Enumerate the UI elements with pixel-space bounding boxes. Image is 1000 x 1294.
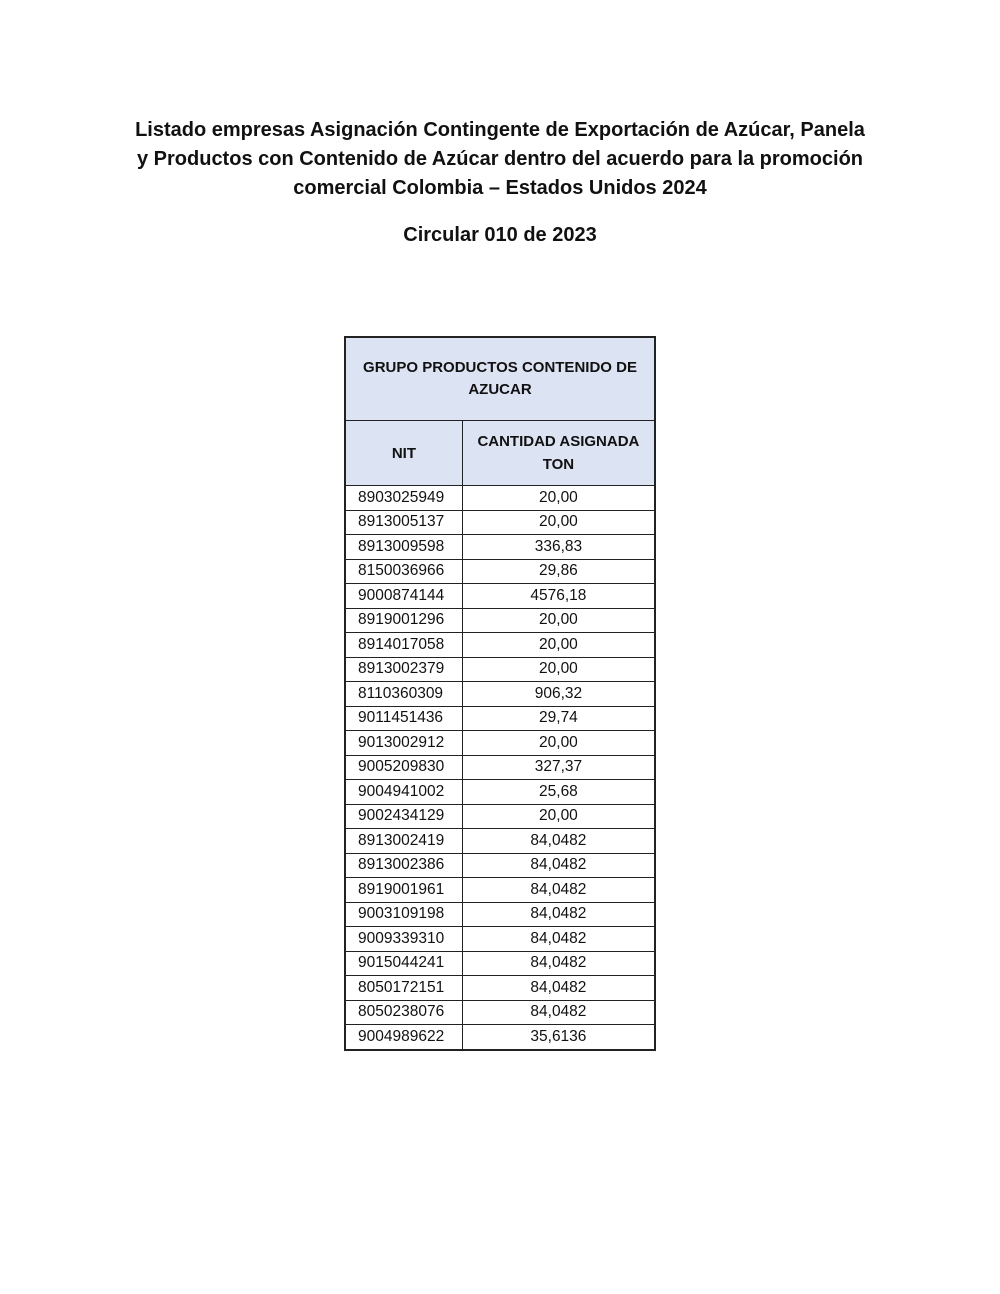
nit-cell: 9013002912 <box>345 731 462 756</box>
quantity-cell: 35,6136 <box>462 1025 655 1050</box>
quantity-cell: 20,00 <box>462 633 655 658</box>
table-row <box>345 584 655 609</box>
nit-cell: 8913002379 <box>345 657 462 682</box>
table-body <box>345 486 655 1050</box>
table-row <box>345 510 655 535</box>
table-row <box>345 1025 655 1050</box>
table-row <box>345 706 655 731</box>
allocation-table <box>344 336 656 1051</box>
nit-cell: 8050172151 <box>345 976 462 1001</box>
quantity-cell: 906,32 <box>462 682 655 707</box>
nit-cell: 9004941002 <box>345 780 462 805</box>
quantity-cell: 84,0482 <box>462 878 655 903</box>
table-row <box>345 780 655 805</box>
quantity-cell: 4576,18 <box>462 584 655 609</box>
nit-cell: 8913005137 <box>345 510 462 535</box>
table-row <box>345 657 655 682</box>
nit-cell: 8903025949 <box>345 486 462 511</box>
nit-cell: 8914017058 <box>345 633 462 658</box>
nit-cell: 9011451436 <box>345 706 462 731</box>
table-row <box>345 951 655 976</box>
quantity-cell: 20,00 <box>462 731 655 756</box>
quantity-cell: 84,0482 <box>462 829 655 854</box>
table-row <box>345 486 655 511</box>
table-row <box>345 853 655 878</box>
table-row <box>345 976 655 1001</box>
quantity-cell: 25,68 <box>462 780 655 805</box>
quantity-cell: 20,00 <box>462 608 655 633</box>
nit-cell: 9005209830 <box>345 755 462 780</box>
quantity-cell: 336,83 <box>462 535 655 560</box>
nit-cell: 9002434129 <box>345 804 462 829</box>
table-row <box>345 755 655 780</box>
nit-cell: 8919001961 <box>345 878 462 903</box>
nit-cell: 8913002386 <box>345 853 462 878</box>
nit-cell: 9003109198 <box>345 902 462 927</box>
table-row <box>345 927 655 952</box>
quantity-cell: 84,0482 <box>462 902 655 927</box>
table-row <box>345 682 655 707</box>
table-row <box>345 559 655 584</box>
quantity-cell: 84,0482 <box>462 1000 655 1025</box>
nit-cell: 9009339310 <box>345 927 462 952</box>
nit-cell: 9015044241 <box>345 951 462 976</box>
nit-cell: 9004989622 <box>345 1025 462 1050</box>
table-row <box>345 731 655 756</box>
quantity-cell: 20,00 <box>462 804 655 829</box>
group-header <box>345 337 655 421</box>
table-row <box>345 804 655 829</box>
nit-cell: 8913002419 <box>345 829 462 854</box>
table-row <box>345 829 655 854</box>
table-row <box>345 608 655 633</box>
quantity-cell: 327,37 <box>462 755 655 780</box>
quantity-cell: 29,86 <box>462 559 655 584</box>
table-row <box>345 535 655 560</box>
column-header-quantity-label: CANTIDAD ASIGNADA TON <box>477 433 640 473</box>
quantity-cell: 84,0482 <box>462 976 655 1001</box>
title-line: y Productos con Contenido de Azúcar dentro del acuerdo para la promoción <box>136 148 864 170</box>
title-line: Listado empresas Asignación Contingente de Exportación de Azúcar, Panela <box>135 119 865 141</box>
group-header-label: GRUPO PRODUCTOS CONTENIDO DE AZUCAR <box>363 359 637 398</box>
table-row <box>345 902 655 927</box>
nit-cell: 8050238076 <box>345 1000 462 1025</box>
nit-cell: 8913009598 <box>345 535 462 560</box>
page-subtitle: Circular 010 de 2023 <box>403 224 597 246</box>
page-title <box>100 116 900 203</box>
quantity-cell: 20,00 <box>462 486 655 511</box>
nit-cell: 8110360309 <box>345 682 462 707</box>
quantity-cell: 84,0482 <box>462 951 655 976</box>
column-header-nit: NIT <box>345 421 462 486</box>
quantity-cell: 20,00 <box>462 510 655 535</box>
table-row <box>345 878 655 903</box>
quantity-cell: 84,0482 <box>462 927 655 952</box>
quantity-cell: 84,0482 <box>462 853 655 878</box>
table-row <box>345 633 655 658</box>
table-row <box>345 1000 655 1025</box>
quantity-cell: 29,74 <box>462 706 655 731</box>
nit-cell: 8150036966 <box>345 559 462 584</box>
title-line: comercial Colombia – Estados Unidos 2024 <box>293 177 707 199</box>
column-header-quantity <box>462 421 655 486</box>
quantity-cell: 20,00 <box>462 657 655 682</box>
nit-cell: 8919001296 <box>345 608 462 633</box>
nit-cell: 9000874144 <box>345 584 462 609</box>
